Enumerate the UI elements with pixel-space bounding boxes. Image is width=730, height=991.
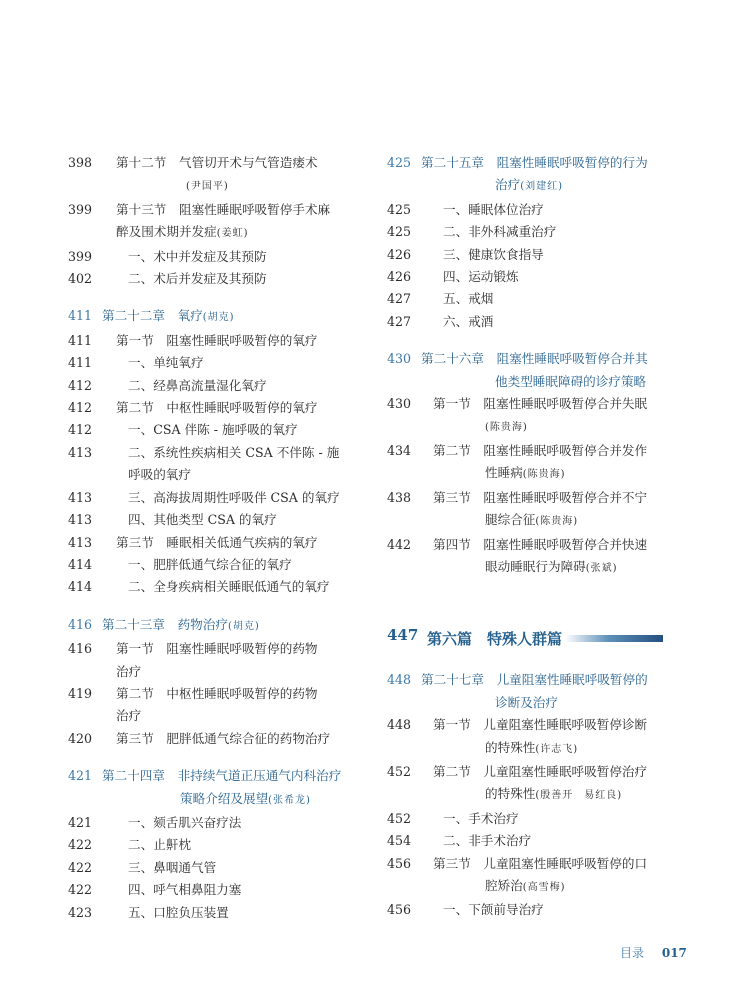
entry-title-line: 第三节 阻塞性睡眠呼吸暂停合并不宁 (433, 489, 648, 505)
author-name: (陈贵海) (485, 422, 528, 434)
page-ref: 412 (68, 400, 93, 416)
page-ref: 456 (387, 855, 412, 871)
entry-title-line: 一、睡眠体位治疗 (443, 201, 544, 217)
entry-title-line: 五、口腔负压装置 (128, 904, 229, 920)
entry-title-line (68, 174, 358, 198)
author-name: (胡克) (227, 620, 260, 632)
page-ref: 402 (68, 271, 93, 287)
page-ref: 448 (387, 717, 412, 733)
entry-title-line: 第十二节 气管切开术与气管造瘘术 (116, 155, 318, 170)
page-ref: 447 (387, 626, 419, 645)
page-ref: 452 (387, 763, 412, 779)
page-ref: 430 (387, 396, 412, 412)
page-ref: 426 (387, 246, 412, 262)
entry-title-line: 第一节 儿童阻塞性睡眠呼吸暂停诊断 (433, 717, 648, 733)
toc-chapter-entry[interactable] (68, 765, 358, 812)
entry-title-line: 第二节 中枢性睡眠呼吸暂停的氧疗 (116, 400, 318, 416)
entry-title-line: 第二十二章 氧疗(胡克) (102, 308, 235, 324)
entry-title-line: 一、术中并发症及其预防 (128, 248, 267, 264)
page-ref: 422 (68, 882, 93, 898)
page-ref: 421 (68, 814, 93, 830)
toc-entry[interactable] (387, 534, 662, 581)
toc-entry[interactable] (387, 393, 662, 440)
toc-entry[interactable] (68, 419, 358, 441)
page-ref: 399 (68, 201, 93, 217)
author-name: (张斌) (585, 562, 618, 574)
entry-title-line: 醉及围术期并发症(姜虹) (116, 224, 249, 240)
author-name: (姜虹) (216, 228, 249, 240)
entry-title-line: 五、戒烟 (443, 291, 494, 307)
page-ref: 427 (387, 313, 412, 329)
page-ref: 413 (68, 534, 93, 550)
toc-chapter-entry[interactable] (68, 614, 358, 638)
page-ref: 456 (387, 902, 412, 918)
entry-title-line: 第二十五章 阻塞性睡眠呼吸暂停的行为 (421, 155, 648, 170)
entry-title-line: 的特殊性(许志飞) (485, 739, 579, 755)
entry-title-line: 他类型睡眠障碍的诊疗策略 (495, 373, 647, 389)
entry-title-line: 第三节 儿童阻塞性睡眠呼吸暂停的口 (433, 855, 648, 871)
page-ref: 422 (68, 837, 93, 853)
page-ref: 423 (68, 904, 93, 920)
entry-title-line: 第二十四章 非持续气道正压通气内科治疗 (102, 768, 342, 784)
entry-title-line: 第二节 中枢性睡眠呼吸暂停的药物 (116, 685, 318, 701)
toc-entry[interactable] (387, 761, 662, 808)
page-ref: 425 (387, 224, 412, 240)
entry-title-line: 眼动睡眠行为障碍(张斌) (485, 558, 618, 574)
page-ref: 438 (387, 489, 412, 505)
toc-entry[interactable] (68, 442, 358, 487)
entry-title-line: 四、呼气相鼻阻力塞 (128, 882, 242, 898)
page-ref: 421 (68, 768, 93, 784)
entry-title-line: 的特殊性(殷善开 易红良) (485, 786, 623, 802)
toc-entry[interactable] (68, 532, 358, 554)
page-footer (620, 944, 687, 961)
toc-chapter-entry[interactable] (387, 669, 662, 714)
page-ref: 411 (68, 355, 93, 371)
entry-title-line: 二、止鼾枕 (128, 837, 191, 853)
toc-entry[interactable] (68, 352, 358, 374)
entry-title-line: 第一节 阻塞性睡眠呼吸暂停的药物 (116, 641, 318, 657)
author-name: (胡克) (202, 312, 235, 324)
toc-chapter-entry[interactable] (387, 348, 662, 393)
entry-title-line: 第二十六章 阻塞性睡眠呼吸暂停合并其 (421, 351, 648, 367)
toc-entry[interactable] (387, 714, 662, 761)
entry-title-line: 二、术后并发症及其预防 (128, 271, 267, 287)
page-ref: 426 (387, 269, 412, 285)
toc-entry[interactable] (68, 397, 358, 419)
page-ref: 413 (68, 489, 93, 505)
section-spacer (68, 290, 358, 305)
entry-title-line: 治疗(刘建红) (495, 177, 563, 193)
part-heading (387, 624, 662, 654)
page-ref: 448 (387, 672, 412, 688)
author-name: (陈贵海) (522, 469, 566, 481)
entry-title-line: 二、非外科减重治疗 (443, 224, 557, 240)
entry-title-line: 第一节 阻塞性睡眠呼吸暂停合并失眠 (433, 396, 648, 412)
toc-entry[interactable] (387, 830, 662, 852)
toc-entry[interactable] (68, 834, 358, 856)
entry-title-line: 二、系统性疾病相关 CSA 不伴陈 - 施 (128, 444, 340, 460)
page-ref: 411 (68, 308, 93, 324)
entry-title-line: 一、CSA 伴陈 - 施呼吸的氧疗 (128, 422, 298, 438)
page-ref: 420 (68, 730, 93, 746)
page-ref: 425 (387, 201, 412, 217)
toc-left-column (68, 152, 358, 924)
section-spacer (387, 654, 662, 669)
entry-title-line: 三、高海拔周期性呼吸伴 CSA 的氧疗 (128, 489, 340, 505)
entry-title-line: 性睡病(陈贵海) (485, 465, 566, 481)
author-name: (刘建红) (520, 181, 563, 193)
page-ref: 430 (387, 351, 412, 367)
author-name: (高雪梅) (522, 881, 566, 893)
entry-title-line: 二、全身疾病相关睡眠低通气的氧疗 (128, 579, 330, 595)
toc-right-column (387, 152, 662, 922)
toc-entry[interactable] (68, 199, 358, 246)
section-spacer (387, 580, 662, 624)
author-name: (张希龙) (268, 794, 311, 806)
toc-chapter-entry[interactable] (68, 305, 358, 329)
entry-title-line: 第三节 睡眠相关低通气疾病的氧疗 (116, 534, 318, 550)
entry-title-line: 呼吸的氧疗 (128, 467, 191, 483)
entry-title-line: 诊断及治疗 (495, 694, 558, 710)
toc-entry[interactable] (387, 899, 662, 921)
page-ref: 434 (387, 442, 412, 458)
toc-entry[interactable] (68, 554, 358, 576)
toc-entry[interactable] (68, 902, 358, 924)
toc-entry[interactable] (68, 728, 358, 750)
author-name: (陈贵海) (535, 516, 579, 528)
page-ref: 416 (68, 641, 93, 657)
entry-title-line: 第四节 阻塞性睡眠呼吸暂停合并快速 (433, 536, 648, 552)
page-ref: 414 (68, 579, 93, 595)
toc-entry[interactable] (68, 375, 358, 397)
toc-entry[interactable] (387, 244, 662, 266)
page-ref: 427 (387, 291, 412, 307)
toc-chapter-entry[interactable] (387, 152, 662, 199)
toc-entry[interactable] (68, 638, 358, 683)
author-name: (许志飞) (535, 743, 579, 755)
toc-entry[interactable] (68, 268, 358, 290)
section-spacer (68, 750, 358, 765)
page-ref: 413 (68, 512, 93, 528)
toc-entry[interactable] (387, 440, 662, 487)
page-ref: 419 (68, 685, 93, 701)
toc-entry[interactable] (387, 288, 662, 310)
entry-title-line: 一、手术治疗 (443, 810, 519, 826)
entry-title-line: 第二十七章 儿童阻塞性睡眠呼吸暂停的 (421, 672, 648, 688)
page-ref: 416 (68, 616, 93, 632)
part-decor-bar (565, 635, 663, 642)
entry-title-line: 三、健康饮食指导 (443, 246, 544, 262)
part-title: 第六篇 特殊人群篇 (427, 630, 563, 649)
page-ref: 413 (68, 444, 93, 460)
entry-title-line: 一、肥胖低通气综合征的氧疗 (128, 556, 292, 572)
toc-entry[interactable] (387, 853, 662, 900)
entry-title-line: 治疗 (116, 663, 142, 679)
page-ref: 412 (68, 377, 93, 393)
toc-entry[interactable] (68, 576, 358, 598)
toc-entry[interactable] (387, 487, 662, 534)
entry-title-line: 第一节 阻塞性睡眠呼吸暂停的氧疗 (116, 332, 318, 348)
toc-entry[interactable] (68, 683, 358, 728)
toc-entry[interactable] (68, 330, 358, 352)
toc-entry[interactable] (68, 509, 358, 531)
entry-title-line: 第二节 儿童阻塞性睡眠呼吸暂停治疗 (433, 763, 648, 779)
entry-title-line: 三、鼻咽通气管 (128, 859, 217, 875)
page-ref: 412 (68, 422, 93, 438)
page-ref: 398 (68, 155, 93, 170)
author-name: (尹国平) (186, 181, 229, 193)
section-spacer (387, 333, 662, 348)
page-ref: 414 (68, 556, 93, 572)
entry-title-line: 策略介绍及展望(张希龙) (180, 790, 311, 806)
toc-entry[interactable] (387, 808, 662, 830)
toc-entry[interactable] (68, 812, 358, 834)
entry-title-line: 第十三节 阻塞性睡眠呼吸暂停手术麻 (116, 201, 331, 217)
entry-title-line: 二、非手术治疗 (443, 833, 532, 849)
entry-title-line: 腿综合征(陈贵海) (485, 512, 579, 528)
entry-title-line: 腔矫治(高雪梅) (485, 877, 566, 893)
page-ref: 452 (387, 810, 412, 826)
entry-title-line: 一、单纯氧疗 (128, 355, 204, 371)
toc-entry[interactable] (68, 152, 358, 199)
toc-entry[interactable] (387, 311, 662, 333)
toc-entry[interactable] (387, 221, 662, 243)
page-ref: 442 (387, 536, 412, 552)
page-ref: 425 (387, 155, 412, 170)
entry-title-line: 四、其他类型 CSA 的氧疗 (128, 512, 277, 528)
page-ref: 399 (68, 248, 93, 264)
toc-entry[interactable] (68, 487, 358, 509)
toc-entry[interactable] (387, 199, 662, 221)
page-number: 017 (661, 946, 687, 960)
entry-title-line: 四、运动锻炼 (443, 269, 519, 285)
entry-title-line: 第三节 肥胖低通气综合征的药物治疗 (116, 730, 331, 746)
toc-entry[interactable] (68, 879, 358, 901)
entry-title-line: 二、经鼻高流量湿化氧疗 (128, 377, 267, 393)
page-ref: 411 (68, 332, 93, 348)
entry-title-line: 第二十三章 药物治疗(胡克) (102, 616, 260, 632)
entry-title-line (387, 415, 662, 439)
toc-entry[interactable] (68, 246, 358, 268)
page-ref: 454 (387, 833, 412, 849)
entry-title-line: 六、戒酒 (443, 313, 494, 329)
entry-title-line: 一、颏舌肌兴奋疗法 (128, 814, 242, 830)
toc-entry[interactable] (68, 857, 358, 879)
author-name: (殷善开 易红良) (535, 790, 623, 802)
section-spacer (68, 599, 358, 614)
entry-title-line: 治疗 (116, 708, 142, 724)
entry-title-line: 一、下颌前导治疗 (443, 902, 544, 918)
toc-entry[interactable] (387, 266, 662, 288)
page-ref: 422 (68, 859, 93, 875)
entry-title-line: 第二节 阻塞性睡眠呼吸暂停合并发作 (433, 442, 648, 458)
footer-label: 目录 (620, 946, 645, 960)
